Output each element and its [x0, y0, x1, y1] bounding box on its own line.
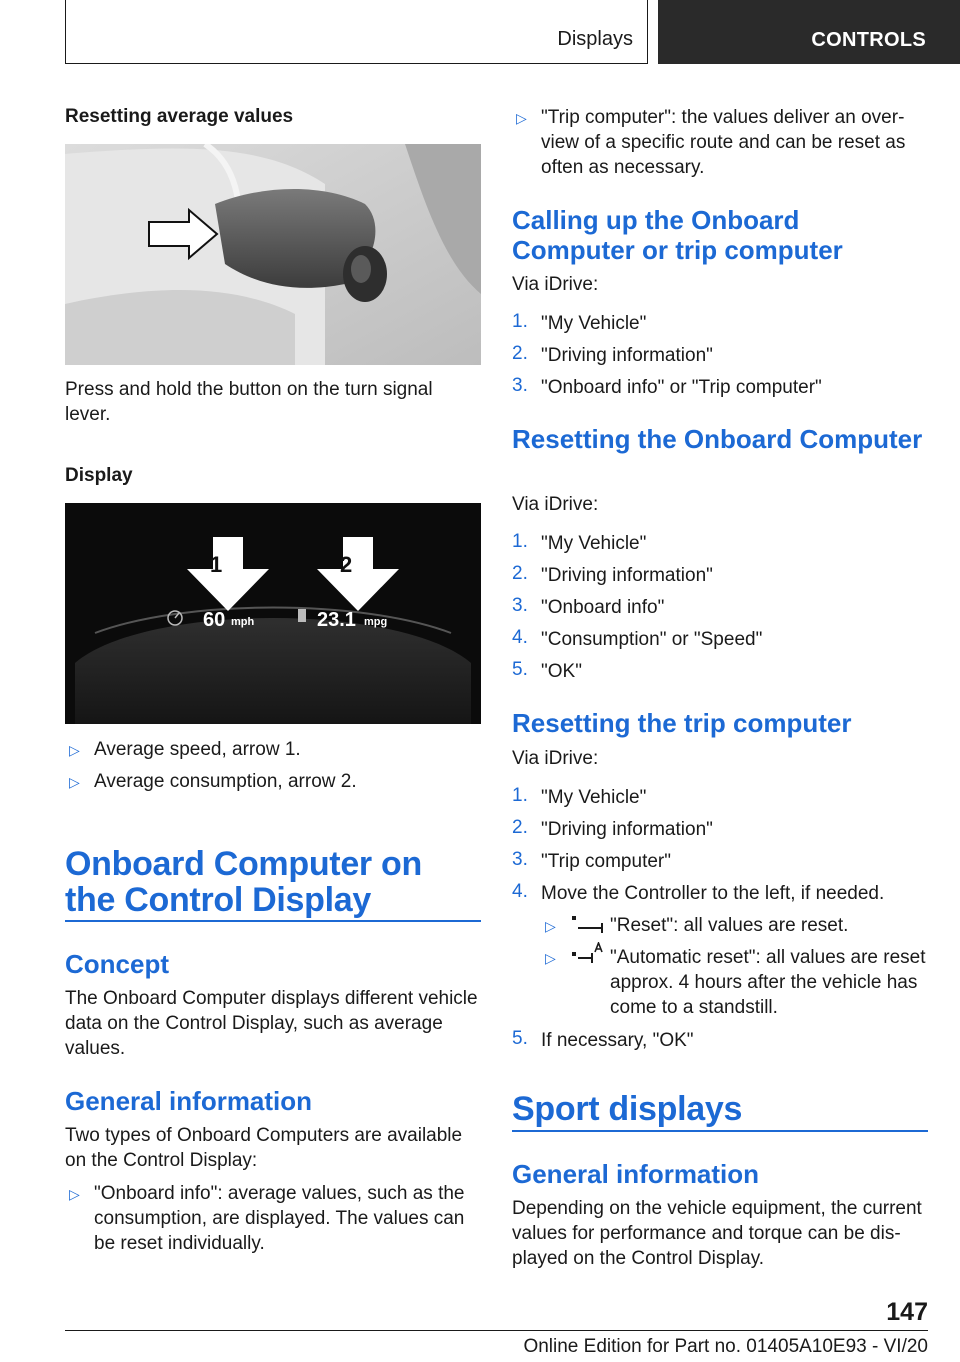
heading-rule [512, 1130, 928, 1132]
reset-onboard-via: Via iDrive: [512, 494, 599, 515]
lever-illustration [65, 144, 481, 365]
bullet-triangle-icon: ▷ [69, 1186, 80, 1202]
step-number: 3. [512, 375, 528, 396]
reset-sub-2-line [610, 945, 928, 1020]
reset-sub-2: "Automatic reset": all values are reset approx. 4 hours after the vehicle has come to a standstill. [610, 947, 926, 1018]
consumption-unit: mpg [364, 616, 388, 628]
heading-rule [65, 920, 481, 922]
edition-note: Online Edition for Part no. 01405A10E93 - VI/20 [523, 1336, 928, 1357]
reset-trip-via: Via iDrive: [512, 748, 599, 769]
step-number: 5. [512, 659, 528, 680]
step-number: 4. [512, 627, 528, 648]
automatic-reset-icon [570, 942, 604, 966]
step-number: 1. [512, 785, 528, 806]
speed-unit: mph [231, 616, 255, 628]
reset-trip-step-5: If necessary, "OK" [541, 1030, 694, 1051]
bullet-average-consumption: Average consumption, arrow 2. [94, 771, 357, 792]
step-number: 5. [512, 1028, 528, 1049]
page-number: 147 [886, 1298, 928, 1326]
call-step-1: "My Vehicle" [541, 313, 647, 334]
step-number: 2. [512, 817, 528, 838]
speed-value: 60 [203, 609, 226, 631]
concept-text: The Onboard Computer displays different vehicle data on the Control Display, such as average values. [65, 988, 478, 1059]
bullet-average-speed: Average speed, arrow 1. [94, 739, 301, 760]
bullet-triangle-icon: ▷ [69, 774, 80, 790]
reset-trip-step-1: "My Vehicle" [541, 787, 647, 808]
onboard-computer-heading: Onboard Computer on the Control Display [65, 845, 422, 919]
press-hold-text: Press and hold the button on the turn signal lever. [65, 379, 433, 425]
reset-icon [570, 914, 604, 936]
bullet-triangle-icon: ▷ [516, 110, 527, 126]
calling-up-heading: Calling up the Onboard Computer or trip computer [512, 205, 843, 265]
arrow-2-label: 2 [340, 552, 353, 577]
sport-general-heading: General information [512, 1159, 760, 1189]
consumption-value: 23.1 [317, 609, 356, 631]
step-number: 1. [512, 311, 528, 332]
reset-obc-step-4: "Consumption" or "Speed" [541, 629, 763, 650]
reset-obc-step-1: "My Vehicle" [541, 533, 647, 554]
concept-heading: Concept [65, 949, 169, 979]
call-step-3: "Onboard info" or "Trip computer" [541, 377, 822, 398]
instrument-display-illustration [65, 503, 481, 724]
step-number: 3. [512, 849, 528, 870]
footer-rule [65, 1330, 928, 1331]
call-step-2: "Driving information" [541, 345, 713, 366]
reset-trip-step-2: "Driving information" [541, 819, 713, 840]
fuel-pump-icon [298, 609, 306, 622]
sport-general-text: Depending on the vehicle equipment, the current values for performance and torque can be displayed on the Control Display. [512, 1198, 922, 1269]
reset-onboard-heading: Resetting the Onboard Computer [512, 424, 923, 454]
bullet-triangle-icon: ▷ [545, 918, 556, 934]
calling-up-via: Via iDrive: [512, 274, 599, 295]
bullet-onboard-info: "Onboard info": average values, such as the consumption, are displayed. The values can be reset individually. [94, 1183, 465, 1254]
display-title: Display [65, 465, 133, 486]
reset-average-title: Resetting average values [65, 106, 294, 127]
sport-displays-heading: Sport displays [512, 1090, 743, 1128]
reset-obc-step-3: "Onboard info" [541, 597, 665, 618]
general-info-heading: General information [65, 1086, 313, 1116]
step-number: 4. [512, 881, 528, 902]
header-section-box [65, 0, 648, 64]
reset-trip-heading: Resetting the trip computer [512, 708, 852, 738]
step-number: 2. [512, 343, 528, 364]
bullet-triangle-icon: ▷ [545, 950, 556, 966]
header-chapter-box [658, 0, 960, 64]
display-figure [65, 503, 481, 724]
header-chapter-title: CONTROLS [811, 29, 926, 51]
reset-trip-step-4: Move the Controller to the left, if needed. [541, 883, 885, 904]
step-number: 3. [512, 595, 528, 616]
reset-obc-step-5: "OK" [541, 661, 582, 682]
bullet-trip-computer: "Trip computer": the values deliver an overview of a specific route and can be reset as often as necessary. [541, 107, 906, 178]
reset-sub-1: "Reset": all values are reset. [610, 915, 849, 936]
general-info-text: Two types of Onboard Computers are available on the Control Display: [65, 1125, 463, 1171]
turn-signal-lever-figure [65, 144, 481, 365]
step-number: 2. [512, 563, 528, 584]
arrow-1-label: 1 [210, 552, 223, 577]
step-number: 1. [512, 531, 528, 552]
reset-obc-step-2: "Driving information" [541, 565, 713, 586]
bullet-triangle-icon: ▷ [69, 742, 80, 758]
header-section-title: Displays [557, 28, 633, 50]
reset-trip-step-3: "Trip computer" [541, 851, 671, 872]
